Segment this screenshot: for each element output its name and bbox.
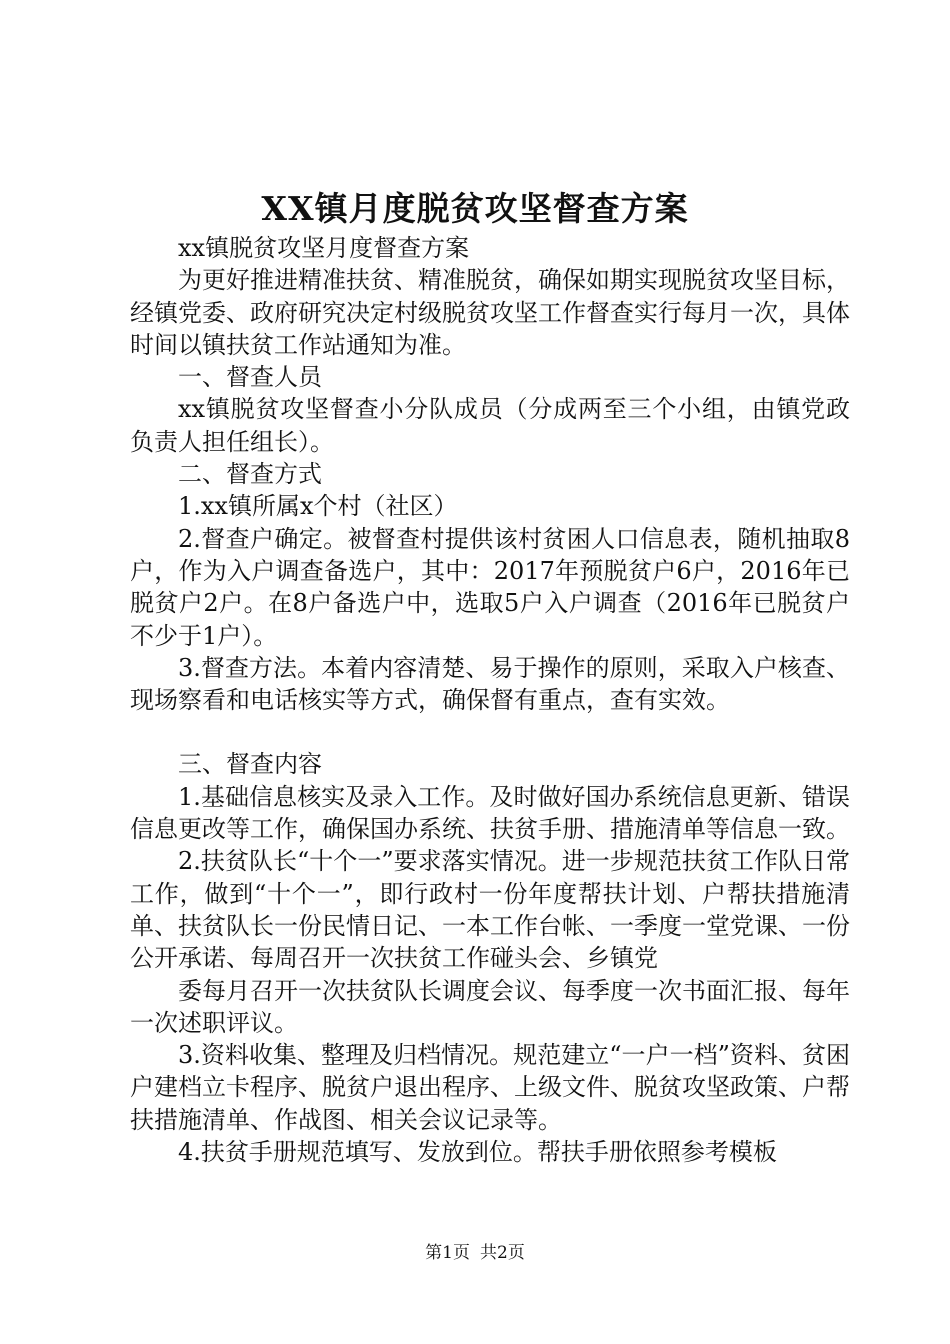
section-heading-personnel: 一、督查人员 (178, 363, 322, 392)
paragraph-content-3: 3.资料收集、整理及归档情况。规范建立“一户一档”资料、贫困户建档立卡程序、脱贫户退出程序、上级文件、脱贫攻坚政策、户帮扶措施清单、作战图、相关会议记录等。 (130, 1041, 850, 1134)
paragraph-method-3: 3.督查方法。本着内容清楚、易于操作的原则，采取入户核查、现场察看和电话核实等方式，确保督有重点，查有实效。 (130, 653, 850, 715)
paragraph-intro: 为更好推进精准扶贫、精准脱贫，确保如期实现脱贫攻坚目标，经镇党委、政府研究决定村级脱贫攻坚工作督查实行每月一次，具体时间以镇扶贫工作站通知为准。 (130, 266, 850, 359)
section-heading-method: 二、督查方式 (178, 460, 322, 489)
document-body (130, 232, 850, 1168)
page-number-total: 共2页 (480, 1243, 525, 1263)
page-footer (0, 1240, 950, 1266)
paragraph-subtitle: xx镇脱贫攻坚月度督查方案 (178, 234, 470, 262)
paragraph-content-2: 2.扶贫队长“十个一”要求落实情况。进一步规范扶贫工作队日常工作，做到“十个一”，即行政村一份年度帮扶计划、户帮扶措施清单、扶贫队长一份民情日记、一本工作台帐、一季度一堂党课、一份公开承诺、每周召开一次扶贫工作碰头会、乡镇党 (130, 847, 850, 973)
document-title: XX镇月度脱贫攻坚督查方案 (261, 189, 689, 228)
page-number-current: 第1页 (425, 1243, 470, 1263)
paragraph-method-1: 1.xx镇所属x个村（社区） (178, 492, 458, 521)
section-heading-content: 三、督查内容 (178, 750, 322, 779)
paragraph-method-2: 2.督查户确定。被督查村提供该村贫困人口信息表，随机抽取8户，作为入户调查备选户，其中：2017年预脱贫户6户，2016年已脱贫户2户。在8户备选户中，选取5户入户调查（2016年已脱贫户不少于1户）。 (130, 524, 850, 650)
paragraph-content-4: 4.扶贫手册规范填写、发放到位。帮扶手册依照参考模板 (178, 1138, 777, 1167)
paragraph-content-2-continued: 委每月召开一次扶贫队长调度会议、每季度一次书面汇报、每年一次述职评议。 (130, 976, 850, 1037)
paragraph-personnel: xx镇脱贫攻坚督查小分队成员（分成两至三个小组，由镇党政负责人担任组长）。 (130, 395, 850, 456)
paragraph-content-1: 1.基础信息核实及录入工作。及时做好国办系统信息更新、错误信息更改等工作，确保国办系统、扶贫手册、措施清单等信息一致。 (130, 782, 850, 844)
